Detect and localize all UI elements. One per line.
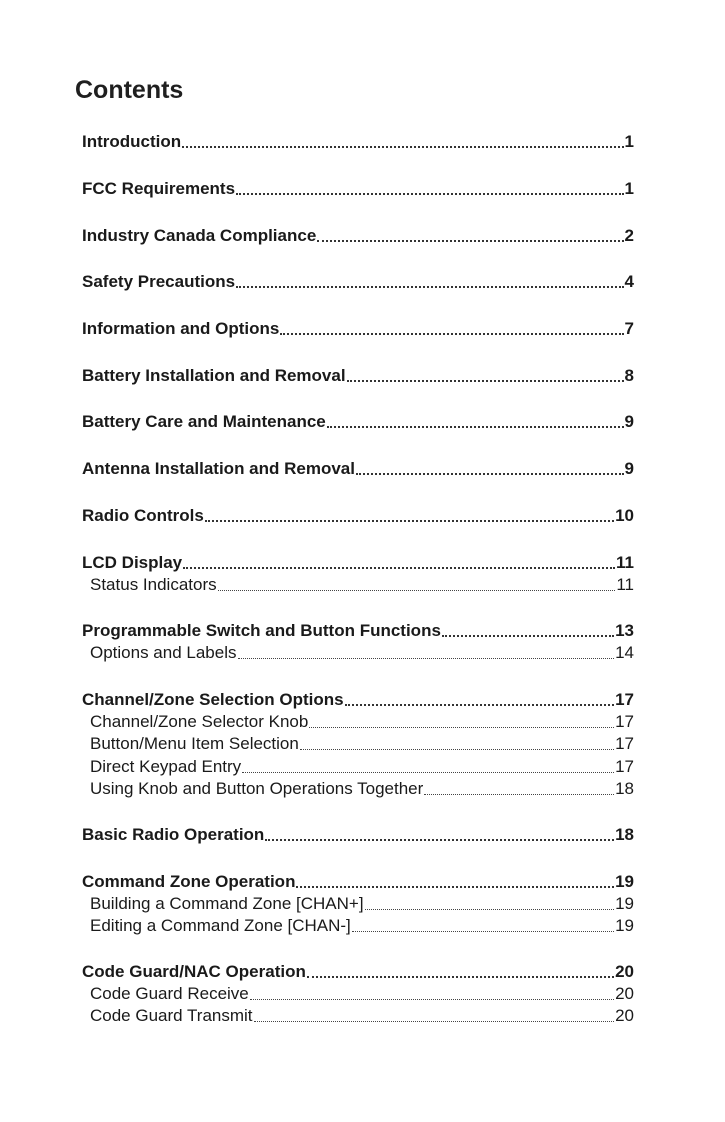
- toc-subentry[interactable]: [82, 982, 634, 1004]
- dot-leader: [442, 635, 614, 637]
- toc-page-number: 2: [624, 226, 634, 245]
- toc-entry[interactable]: [82, 619, 634, 641]
- toc-page-number: 7: [624, 319, 634, 338]
- dot-leader: [183, 567, 615, 569]
- toc-page-number: 8: [624, 366, 634, 385]
- toc-entry-label: Editing a Command Zone [CHAN-]: [90, 916, 351, 935]
- toc-subentry[interactable]: [82, 892, 634, 914]
- toc-page-number: 4: [624, 272, 634, 291]
- toc-page-number: 20: [615, 984, 634, 1003]
- toc-entry-label: Status Indicators: [90, 575, 217, 594]
- toc-entry-label: LCD Display: [82, 553, 183, 572]
- dot-leader: [280, 333, 623, 335]
- dot-leader: [300, 749, 614, 750]
- toc-page-number: 1: [624, 179, 634, 198]
- dot-leader: [254, 1021, 615, 1022]
- toc-entry-label: Radio Controls: [82, 506, 204, 525]
- dot-leader: [345, 704, 614, 706]
- toc-entry[interactable]: [82, 960, 634, 982]
- toc-entry-label: Information and Options: [82, 319, 280, 338]
- dot-leader: [309, 727, 614, 728]
- toc-entry[interactable]: [82, 177, 634, 199]
- toc-entry[interactable]: [82, 270, 634, 292]
- toc-subentry[interactable]: [82, 755, 634, 777]
- toc-page-number: 9: [624, 459, 634, 478]
- dot-leader: [356, 473, 624, 475]
- toc-subentry[interactable]: [82, 914, 634, 936]
- toc-entry-label: Introduction: [82, 132, 182, 151]
- toc-entry-label: Channel/Zone Selector Knob: [90, 712, 309, 731]
- toc-page-number: 20: [615, 1006, 634, 1025]
- dot-leader: [347, 380, 624, 382]
- toc-page-number: 20: [615, 962, 634, 981]
- toc-page-number: 13: [615, 621, 634, 640]
- toc-page-number: 11: [616, 553, 634, 572]
- toc-entry[interactable]: [82, 130, 634, 152]
- toc-entry-label: Battery Installation and Removal: [82, 366, 346, 385]
- toc-page-number: 17: [615, 690, 634, 709]
- toc-page-number: 19: [615, 916, 634, 935]
- dot-leader: [205, 520, 614, 522]
- page-title: Contents: [75, 76, 184, 104]
- dot-leader: [236, 193, 624, 195]
- toc-entry-label: Antenna Installation and Removal: [82, 459, 355, 478]
- toc-page-number: 17: [615, 757, 634, 776]
- toc-entry[interactable]: [82, 364, 634, 386]
- dot-leader: [327, 426, 624, 428]
- toc-entry-label: Safety Precautions: [82, 272, 236, 291]
- toc-subentry[interactable]: [82, 732, 634, 754]
- toc-entry-label: Options and Labels: [90, 643, 237, 662]
- toc-page-number: 19: [615, 872, 634, 891]
- toc-entry[interactable]: [82, 870, 634, 892]
- toc-page-number: 17: [615, 712, 634, 731]
- toc-page-number: 14: [615, 643, 634, 662]
- toc-entry[interactable]: [82, 688, 634, 710]
- dot-leader: [352, 931, 614, 932]
- dot-leader: [182, 146, 623, 148]
- toc-page-number: 19: [615, 894, 634, 913]
- toc-page-number: 11: [616, 575, 634, 594]
- toc-subentry[interactable]: [82, 641, 634, 663]
- dot-leader: [424, 794, 614, 795]
- toc-page-number: 1: [624, 132, 634, 151]
- toc-subentry[interactable]: [82, 710, 634, 732]
- toc-entry-label: Direct Keypad Entry: [90, 757, 242, 776]
- toc-entry-label: FCC Requirements: [82, 179, 236, 198]
- toc-entry-label: Programmable Switch and Button Functions: [82, 621, 441, 640]
- dot-leader: [218, 590, 616, 591]
- toc-entry-label: Building a Command Zone [CHAN+]: [90, 894, 364, 913]
- toc-entry-label: Using Knob and Button Operations Together: [90, 779, 424, 798]
- toc-subentry[interactable]: [82, 573, 634, 595]
- dot-leader: [250, 999, 614, 1000]
- toc-entry[interactable]: [82, 457, 634, 479]
- toc-entry-label: Code Guard Receive: [90, 984, 249, 1003]
- toc-entry-label: Code Guard Transmit: [90, 1006, 253, 1025]
- dot-leader: [242, 772, 614, 773]
- toc-entry[interactable]: [82, 317, 634, 339]
- toc-entry-label: Channel/Zone Selection Options: [82, 690, 344, 709]
- dot-leader: [236, 286, 623, 288]
- toc-entry-label: Command Zone Operation: [82, 872, 296, 891]
- toc-entry-label: Button/Menu Item Selection: [90, 734, 299, 753]
- dot-leader: [307, 976, 614, 978]
- toc-entry[interactable]: [82, 224, 634, 246]
- toc-subentry[interactable]: [82, 1004, 634, 1026]
- toc-subentry[interactable]: [82, 777, 634, 799]
- toc-entry[interactable]: [82, 551, 634, 573]
- toc-entry[interactable]: [82, 504, 634, 526]
- dot-leader: [296, 886, 614, 888]
- toc-page-number: 10: [615, 506, 634, 525]
- toc-entry[interactable]: [82, 823, 634, 845]
- toc-entry-label: Code Guard/NAC Operation: [82, 962, 306, 981]
- toc-entry[interactable]: [82, 410, 634, 432]
- toc-page-number: 17: [615, 734, 634, 753]
- toc-page-number: 18: [615, 779, 634, 798]
- toc-page-number: 18: [615, 825, 634, 844]
- toc-entry-label: Industry Canada Compliance: [82, 226, 317, 245]
- dot-leader: [317, 240, 623, 242]
- dot-leader: [365, 909, 615, 910]
- toc-page-number: 9: [624, 412, 634, 431]
- dot-leader: [238, 658, 615, 659]
- toc-entry-label: Battery Care and Maintenance: [82, 412, 326, 431]
- dot-leader: [265, 839, 614, 841]
- toc-entry-label: Basic Radio Operation: [82, 825, 265, 844]
